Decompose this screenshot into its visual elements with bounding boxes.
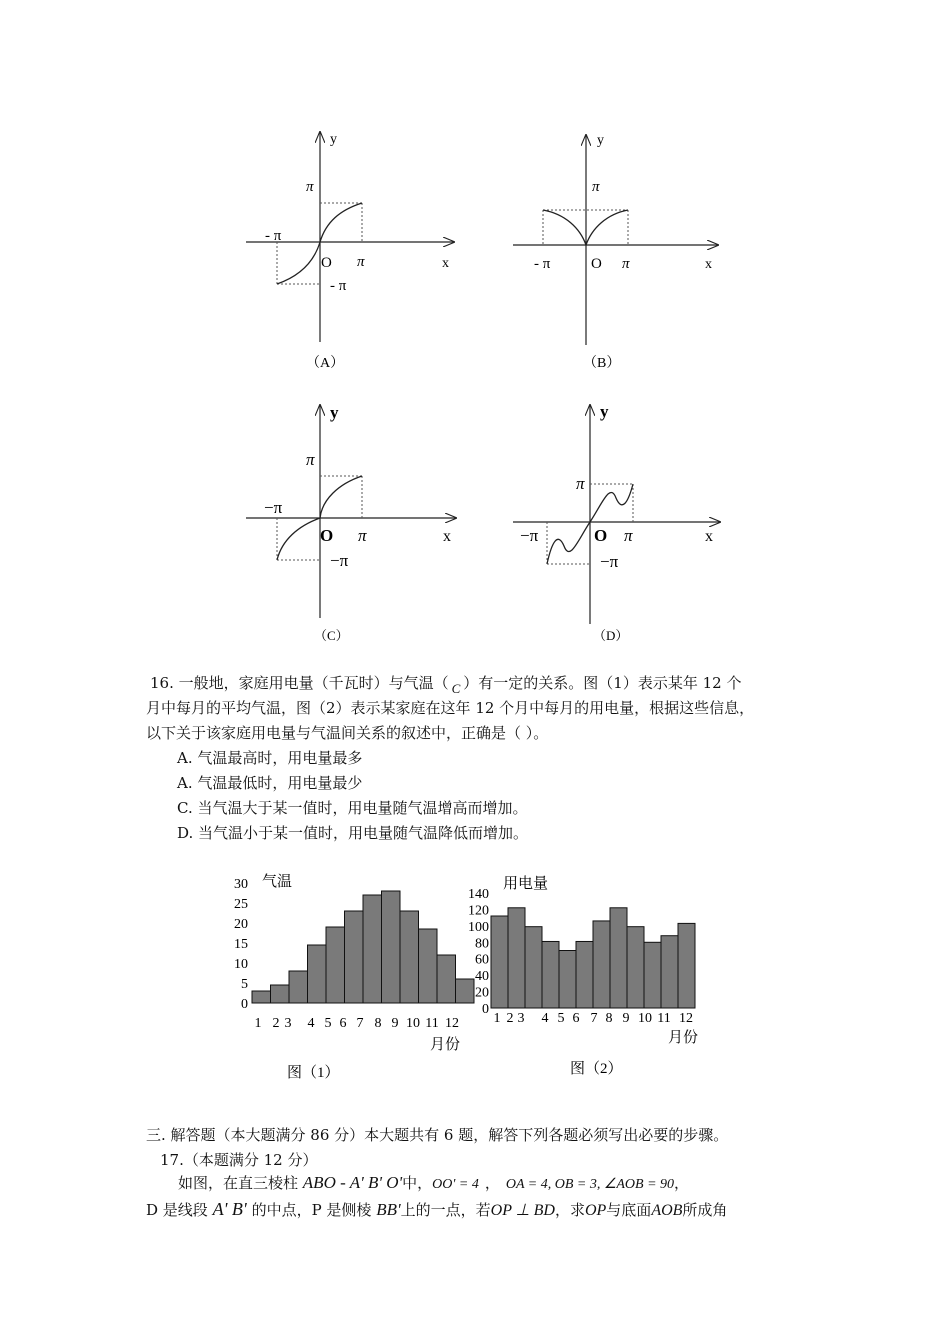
chart1-ytick-label: 15 — [234, 937, 248, 952]
graph-d-neg-pi-x: −π — [520, 526, 539, 545]
chart2-xtick-label: 6 — [572, 1011, 580, 1026]
chart1-bar-9 — [400, 911, 419, 1003]
chart1-ytick-label: 30 — [234, 877, 248, 892]
chart1-xtick-label: 10 — [406, 1016, 420, 1031]
q17-op: OP — [584, 1202, 607, 1219]
chart2-xtick-label: 1 — [493, 1011, 501, 1026]
q17-aob: AOB — [651, 1202, 683, 1219]
graph-c-y-label: y — [330, 403, 339, 422]
chart2-bar-5 — [559, 951, 576, 1009]
chart2-bar-7 — [593, 921, 610, 1008]
function-graphs — [0, 0, 950, 660]
q16-line1 — [150, 671, 741, 696]
q16-line2: 月中每月的平均气温，图（2）表示某家庭在这年 12 个月中每月的用电量，根据这些信息， — [146, 699, 755, 717]
section3-heading: 三. 解答题（本大题满分 86 分）本大题共有 6 题，解答下列各题必须写出必要的步骤。 — [146, 1126, 729, 1144]
chart2-xtick-label: 10 — [638, 1011, 652, 1026]
q17-l2-a: D 是线段 — [146, 1201, 208, 1219]
q16-line1-a: 16. 一般地，家庭用电量（千瓦时）与气温（ — [150, 674, 449, 692]
chart1-ytick-label: 10 — [234, 957, 248, 972]
chart1-xtick-label: 8 — [374, 1016, 382, 1031]
q17-perp: OP ⊥ BD — [490, 1202, 555, 1219]
chart1-ytick-label: 5 — [241, 977, 248, 992]
graph-a-neg-pi-y: - π — [330, 278, 347, 294]
chart1-bar-5 — [326, 927, 345, 1003]
q17-l2-f: 所成角 — [682, 1201, 728, 1219]
chart2-caption: 图（2） — [570, 1061, 623, 1077]
chart2-bar-12 — [678, 923, 695, 1008]
graph-b-origin: O — [591, 256, 602, 272]
q16-c-mark: C — [451, 681, 461, 696]
chart1-xtick-label: 2 — [272, 1016, 280, 1031]
q16-line1-b: ）有一定的关系。图（1）表示某年 12 个 — [463, 674, 742, 692]
q17-ab: A' B' — [212, 1199, 247, 1219]
chart1-xtick-label: 4 — [307, 1016, 315, 1031]
graph-a-pi-x: π — [357, 254, 365, 270]
chart1-bar-10 — [419, 929, 438, 1003]
q17-l1-b: 中， — [402, 1174, 433, 1192]
chart1-bar-2 — [271, 985, 290, 1003]
chart2-bar-8 — [610, 908, 627, 1008]
chart1-caption: 图（1） — [287, 1065, 340, 1081]
chart1-xlabel: 月份 — [430, 1037, 461, 1053]
q17-line2 — [146, 1197, 727, 1223]
chart2-xtick-label: 7 — [590, 1011, 598, 1026]
chart2-xlabel: 月份 — [668, 1030, 699, 1046]
graph-b-neg-pi-x: - π — [534, 256, 551, 272]
q17-l1-a: 如图，在直三棱柱 — [178, 1174, 299, 1192]
graph-c-neg-pi-y: −π — [330, 551, 349, 570]
graph-b — [513, 133, 718, 371]
graph-a-neg-pi-x: - π — [265, 228, 282, 244]
chart1-xtick-label: 3 — [284, 1016, 292, 1031]
q17-l2-d: ，求 — [554, 1201, 585, 1219]
chart2-ytick-label: 100 — [468, 919, 489, 935]
chart1-xtick-label: 9 — [391, 1016, 399, 1031]
q17-prism: ABO - A' B' O' — [302, 1173, 403, 1192]
graph-d-origin: O — [594, 526, 608, 545]
graph-d-caption: （D） — [593, 628, 629, 643]
chart2-ytick-label: 60 — [475, 952, 489, 968]
chart2-xtick-label: 9 — [622, 1011, 630, 1026]
graph-c-x-label: x — [443, 528, 451, 545]
chart1-ytick-label: 0 — [241, 997, 248, 1012]
graph-d-pi-x: π — [624, 526, 633, 545]
electricity-chart — [468, 874, 698, 1077]
graph-c — [246, 403, 456, 643]
graph-a-origin: O — [321, 255, 332, 271]
q16-option-4: D. 当气温小于某一值时，用电量随气温降低而增加。 — [177, 824, 529, 842]
q17-l2-b: 的中点，P 是侧棱 — [251, 1201, 372, 1219]
graph-a-x-label: x — [442, 256, 449, 271]
chart1-xtick-label: 6 — [339, 1016, 347, 1031]
temperature-chart — [234, 873, 474, 1081]
graph-c-caption: （C） — [314, 628, 349, 643]
chart2-bar-10 — [644, 942, 661, 1008]
graph-a — [246, 132, 454, 371]
chart2-ytick-label: 120 — [468, 903, 489, 919]
chart1-bar-7 — [363, 895, 382, 1003]
chart2-xtick-label: 11 — [657, 1011, 671, 1026]
graph-a-y-label: y — [330, 132, 337, 147]
chart1-bar-6 — [345, 911, 364, 1003]
q16-option-1: A. 气温最高时，用电量最多 — [177, 749, 363, 767]
chart2-xtick-label: 3 — [517, 1011, 525, 1026]
chart2-xtick-label: 4 — [541, 1011, 549, 1026]
chart2-xtick-label: 12 — [679, 1011, 693, 1026]
chart1-bar-1 — [252, 991, 271, 1003]
graph-b-caption: （B） — [583, 356, 621, 371]
chart1-ytick-label: 20 — [234, 917, 248, 932]
chart1-ytick-label: 25 — [234, 897, 248, 912]
graph-d — [513, 402, 720, 643]
chart2-bar-2 — [508, 908, 525, 1008]
chart1-bar-3 — [289, 971, 308, 1003]
chart2-ytick-label: 140 — [468, 887, 489, 902]
graph-c-pi-y: π — [306, 450, 315, 469]
chart2-bar-1 — [491, 916, 508, 1008]
graph-b-y-label: y — [597, 133, 604, 148]
graph-a-pi-y: π — [306, 179, 314, 195]
graph-c-pi-x: π — [358, 526, 367, 545]
chart2-xtick-label: 2 — [506, 1011, 514, 1026]
graph-a-caption: （A） — [306, 356, 345, 371]
graph-b-pi-y: π — [592, 179, 600, 195]
q17-rest: OA = 4, OB = 3, ∠AOB = 90 — [505, 1177, 675, 1192]
graph-c-origin: O — [320, 526, 334, 545]
chart2-bar-4 — [542, 941, 559, 1008]
q17-oo: OO' = 4 — [432, 1177, 479, 1192]
chart1-bar-11 — [437, 955, 456, 1003]
chart1-xtick-label: 1 — [254, 1016, 262, 1031]
graph-d-x-label: x — [705, 528, 713, 545]
graph-b-x-label: x — [705, 257, 712, 272]
chart2-ytick-label: 0 — [482, 1002, 489, 1017]
chart1-bar-4 — [308, 945, 327, 1003]
chart2-bar-3 — [525, 927, 542, 1008]
graph-d-neg-pi-y: −π — [600, 552, 619, 571]
chart2-ytick-label: 80 — [475, 936, 489, 952]
q17-line1: 如图，在直三棱柱 ABO - A' B' O'中，OO' = 4 ， OA = 4, OB = 3, ∠AOB = 90， — [178, 1173, 690, 1192]
q16-line3: 以下关于该家庭用电量与气温间关系的叙述中，正确是（ ）。 — [146, 724, 549, 742]
bar-charts — [0, 860, 950, 1090]
chart1-xtick-label: 5 — [324, 1016, 332, 1031]
chart2-xtick-label: 8 — [605, 1011, 613, 1026]
chart2-title: 用电量 — [503, 876, 549, 892]
chart2-bar-6 — [576, 941, 593, 1008]
chart1-xtick-label: 12 — [445, 1016, 459, 1031]
chart2-bar-9 — [627, 927, 644, 1008]
graph-d-pi-y: π — [576, 474, 585, 493]
chart2-bar-11 — [661, 936, 678, 1008]
q16-option-2: A. 气温最低时，用电量最少 — [177, 774, 363, 792]
q17-bb: BB' — [376, 1200, 401, 1219]
chart2-ytick-label: 40 — [475, 969, 489, 985]
chart1-bar-12 — [456, 979, 475, 1003]
chart1-title: 气温 — [262, 874, 293, 890]
q17-title: 17.（本题满分 12 分） — [160, 1151, 318, 1169]
graph-d-y-label: y — [600, 402, 609, 421]
chart2-ytick-label: 20 — [475, 985, 489, 1001]
q17-l2-c: 上的一点，若 — [400, 1201, 491, 1219]
chart1-xtick-label: 11 — [425, 1016, 439, 1031]
chart2-xtick-label: 5 — [557, 1011, 565, 1026]
graph-c-neg-pi-x: −π — [264, 498, 283, 517]
q16-option-3: C. 当气温大于某一值时，用电量随气温增高而增加。 — [177, 799, 528, 817]
q17-l2-e: 与底面 — [606, 1201, 652, 1219]
chart1-xtick-label: 7 — [356, 1016, 364, 1031]
graph-b-pi-x: π — [622, 256, 630, 272]
chart1-bar-8 — [382, 891, 401, 1003]
